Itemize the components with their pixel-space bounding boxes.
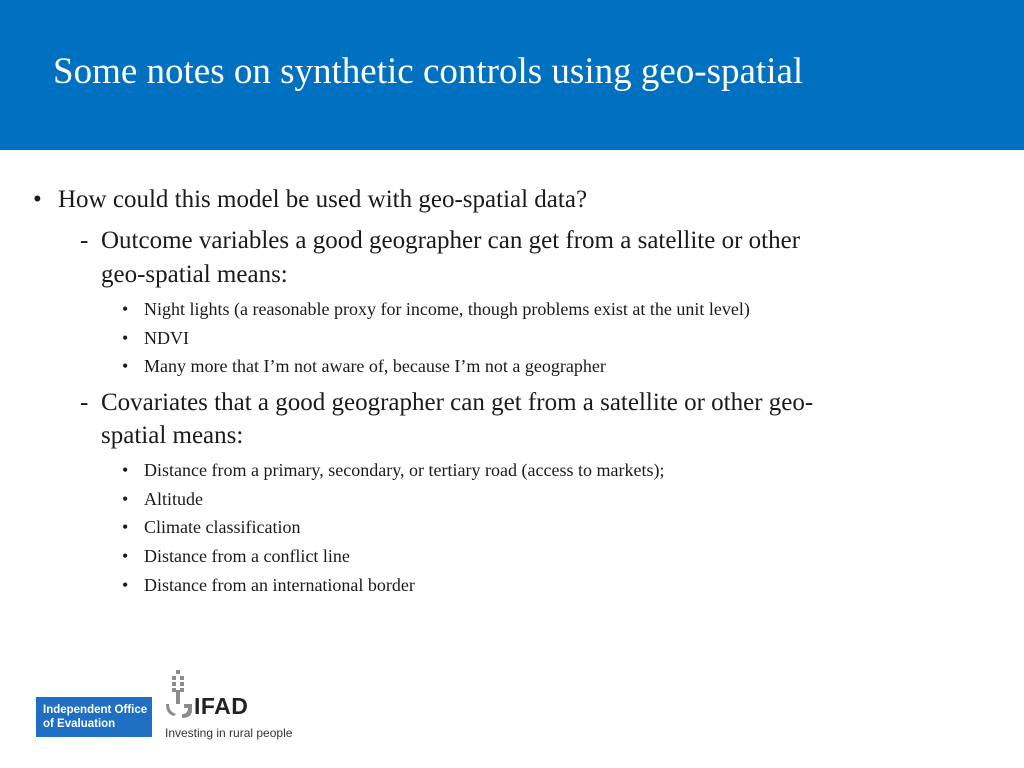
list-item: Altitude [144, 489, 203, 509]
sub-bullet-marker: • [122, 489, 129, 509]
subpoint-line: Outcome variables a good geographer can get from a satellite or other [101, 227, 801, 254]
oe-logo-line: of Evaluation [43, 718, 116, 730]
independent-office-of-evaluation-logo [36, 697, 152, 737]
list-item: Distance from a primary, secondary, or tertiary road (access to markets); [144, 460, 665, 480]
sub-bullet-marker: • [122, 575, 129, 595]
sub-bullet-marker: • [122, 517, 129, 537]
bullet-text: How could this model be used with geo-spatial data? [58, 186, 588, 213]
sub-bullet-marker: • [122, 328, 129, 348]
subpoint-line: geo-spatial means: [101, 261, 288, 288]
list-item: NDVI [144, 328, 189, 348]
title-banner [0, 0, 1024, 150]
bullet-marker: • [33, 186, 42, 213]
sub-bullet-marker: • [122, 299, 129, 319]
slide-title: Some notes on synthetic controls using geo-spatial [53, 51, 804, 92]
list-item: Climate classification [144, 517, 301, 537]
list-item: Distance from a conflict line [144, 546, 350, 566]
dash-marker: - [80, 389, 89, 416]
subpoint-line: Covariates that a good geographer can get from a satellite or other geo- [101, 389, 814, 416]
subpoint-line: spatial means: [101, 422, 244, 449]
list-item: Distance from an international border [144, 575, 415, 595]
ifad-wheat-figure-icon [164, 670, 194, 722]
ifad-tagline: Investing in rural people [165, 726, 293, 740]
ifad-logo-text: IFAD [194, 693, 249, 719]
oe-logo-line: Independent Office [43, 704, 148, 716]
list-item: Night lights (a reasonable proxy for income, though problems exist at the unit level) [144, 299, 750, 319]
sub-bullet-marker: • [122, 546, 129, 566]
sub-bullet-marker: • [122, 460, 129, 480]
dash-marker: - [80, 227, 89, 254]
list-item: Many more that I’m not aware of, because I’m not a geographer [144, 356, 606, 376]
sub-bullet-marker: • [122, 356, 129, 376]
